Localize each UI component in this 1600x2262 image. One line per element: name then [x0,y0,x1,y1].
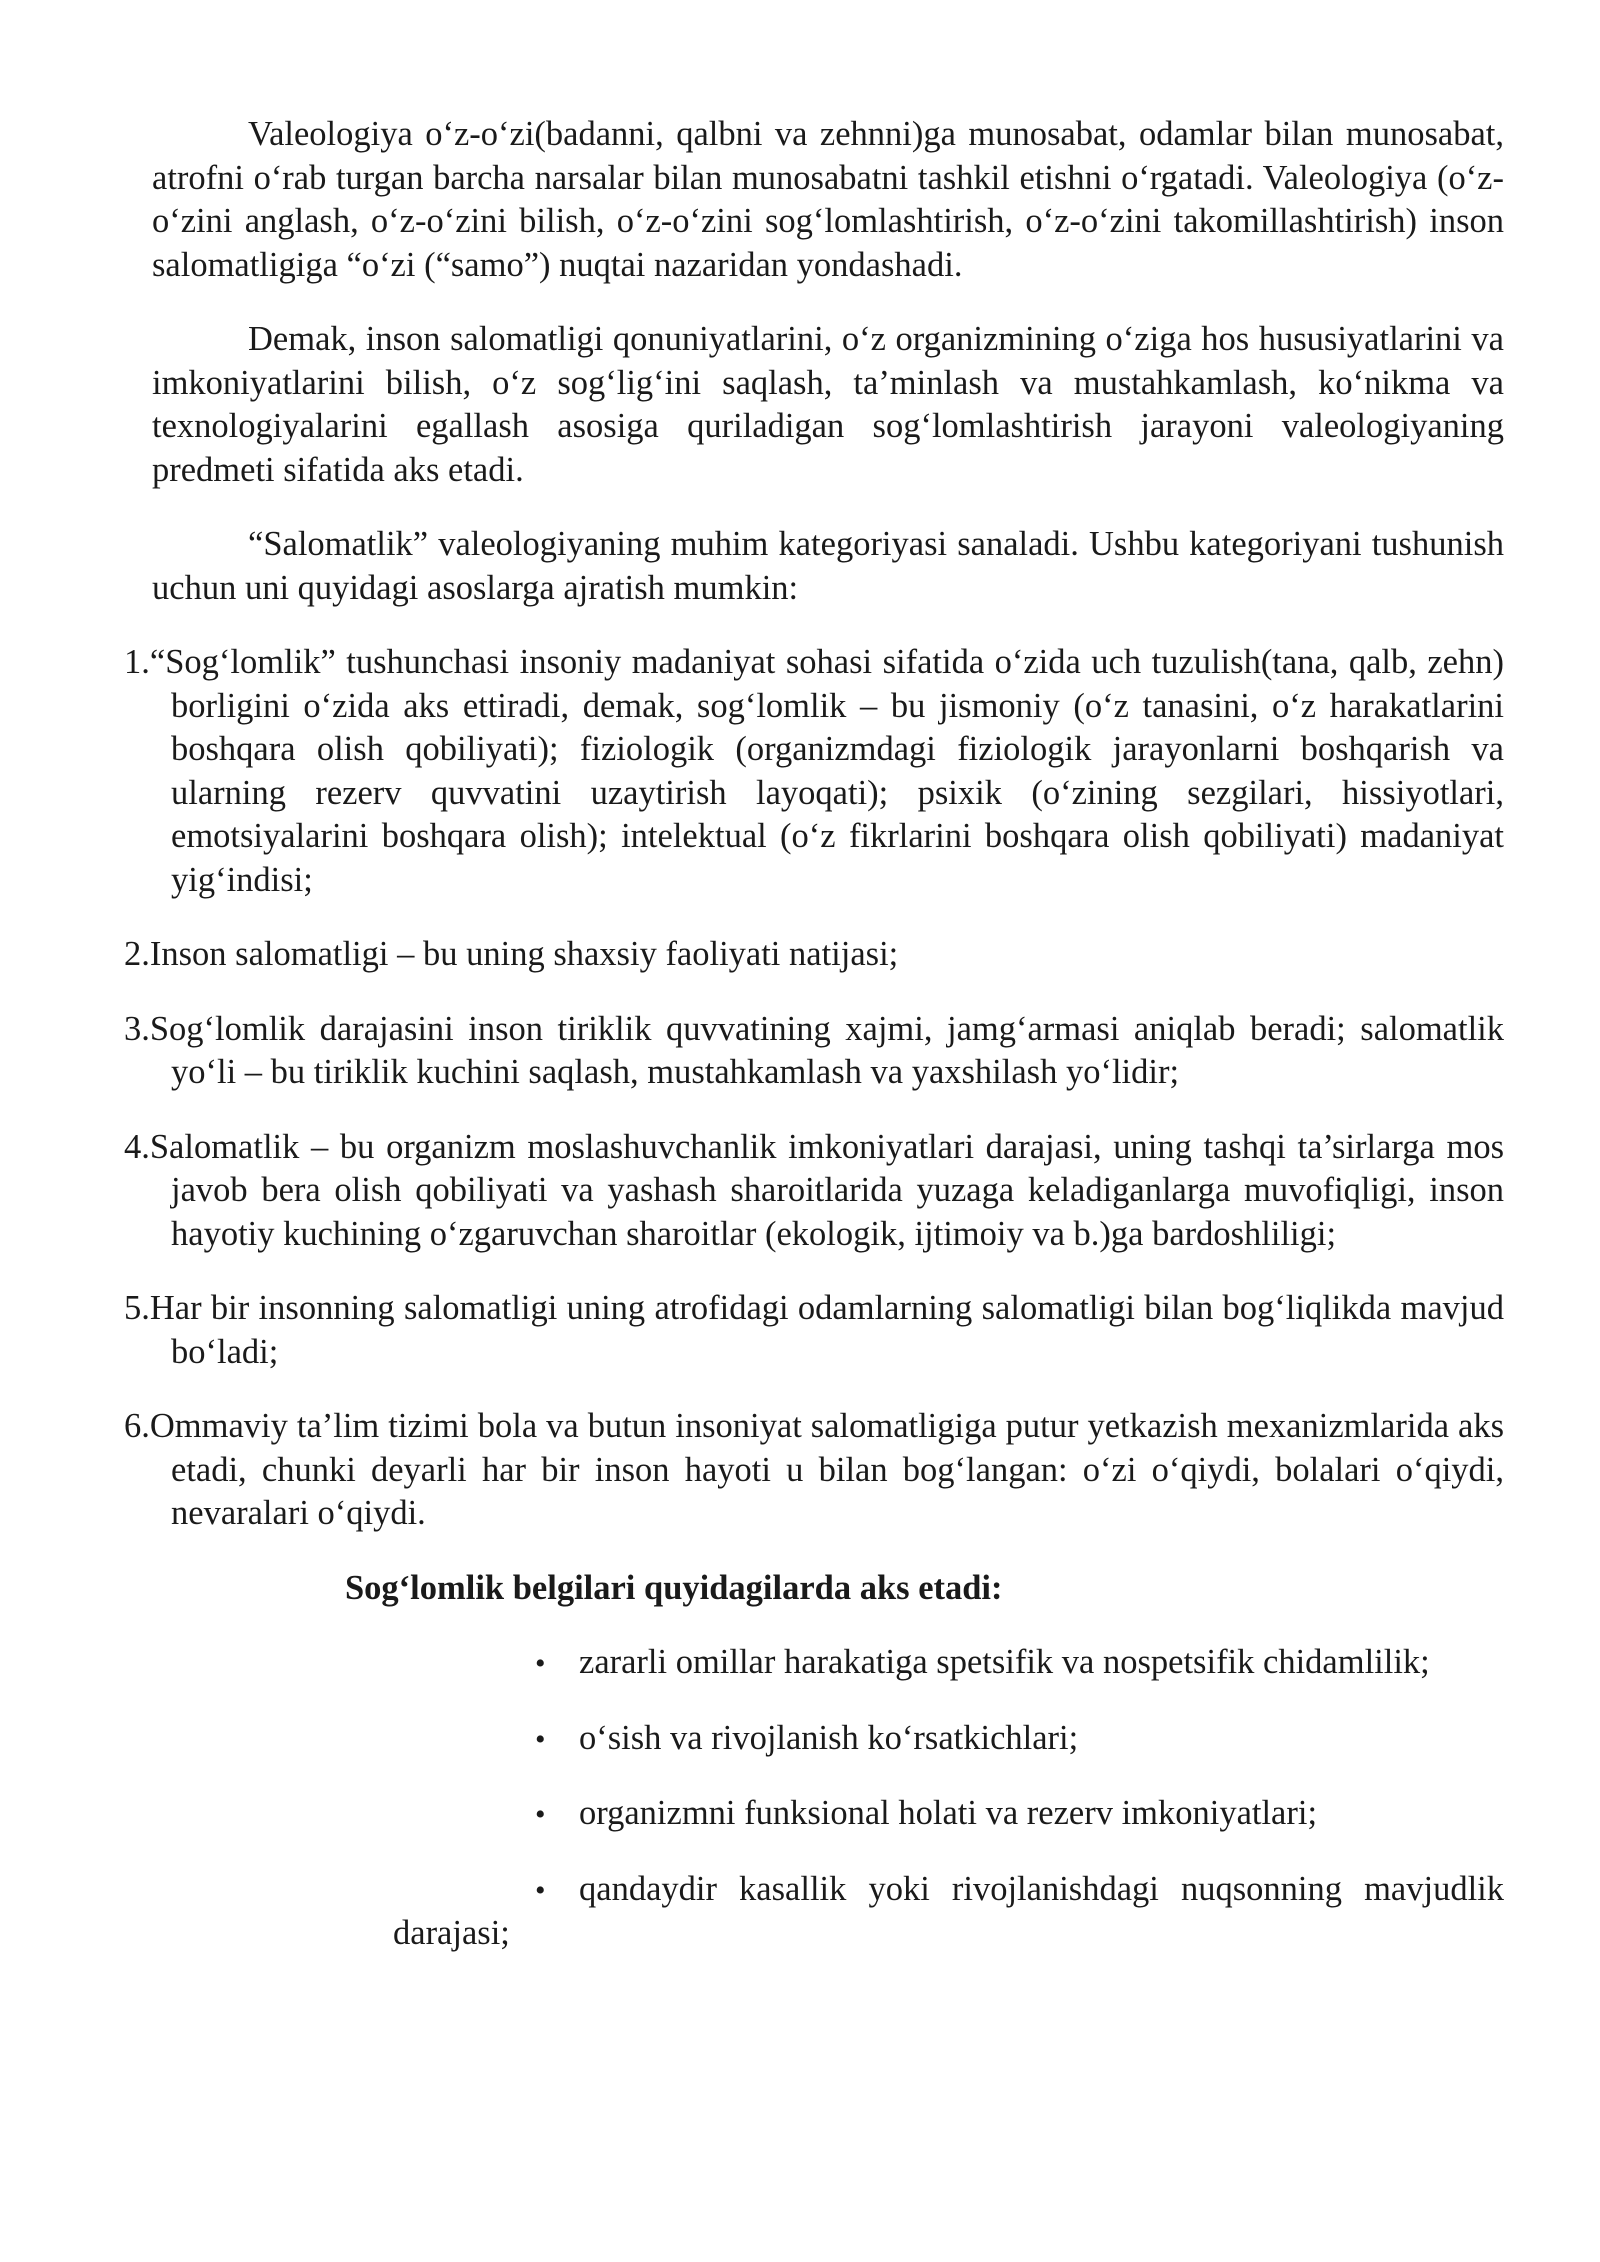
bullet-item [535,1792,1504,1837]
list-number: 3. [124,1009,150,1048]
bullet-item-wrapped [393,1868,1504,1956]
bullet-text: o‘sish va rivojlanish ko‘rsatkichlari; [579,1718,1079,1757]
list-number: 5. [124,1289,150,1327]
paragraph-valeologiya: Valeologiya o‘z-o‘zi(badanni, qalbni va zehnni)ga munosabat, odamlar bilan munosabat, atrofni o‘rab turgan barcha narsalar bilan munosabatni tashkil etishni o‘rgatadi. Valeologiya (o‘z-o‘zini anglash, o‘z-o‘zini bilish, o‘z-o‘zini sog‘lomlashtirish, o‘z-o‘zini takomillashtirish) inson salomatligiga “o‘zi (“samo”) nuqtai nazaridan yondashadi. [152,115,1504,284]
list-number: 2. [124,935,150,973]
list-item [124,1008,1504,1095]
list-item-text: Salomatlik – bu organizm moslashuvchanlik imkoniyatlari darajasi, uning tashqi ta’sirlarga mos javob bera olish qobiliyati va yashash sharoitlarida yuzaga keladiganlarga muvofiqligi, inson hayotiy kuchining o‘zgaruvchan sharoitlar (ekologik, ijtimoiy va b.)ga bardoshliligi; [149,1127,1504,1253]
bullet-item [535,1717,1504,1762]
list-item [124,1287,1504,1374]
bullet-item [535,1641,1504,1686]
list-item [124,641,1504,902]
list-item-text: Har bir insonning salomatligi uning atrofidagi odamlarning salomatligi bilan bog‘liqlikda mavjud bo‘ladi; [149,1289,1504,1371]
list-item-text: Sog‘lomlik darajasini inson tiriklik quvvatining xajmi, jamg‘armasi aniqlab beradi; salomatlik yo‘li – bu tiriklik kuchini saqlash, mustahkamlash va yaxshilash yo‘lidir; [149,1009,1504,1091]
bullet-icon: • [535,1873,546,1907]
list-number: 1. [124,643,150,681]
paragraph-demak: Demak, inson salomatligi qonuniyatlarini, o‘z organizmining o‘ziga hos hususiyatlarini va imkoniyatlarini bilish, o‘z sog‘lig‘ini saqlash, ta’minlash va mustahkamlash, ko‘nikma va texnologiyalarini egallash asosiga quriladigan sog‘lomlashtirish jarayoni valeologiyaning predmeti sifatida aks etadi. [152,320,1504,489]
bullet-icon: • [535,1798,546,1831]
bullet-list [535,1641,1504,1837]
list-item [124,1405,1504,1536]
list-item [124,933,1504,977]
bullet-icon: • [535,1722,546,1756]
bullet-icon: • [535,1647,546,1680]
bullet-text: zararli omillar harakatiga spetsifik va nospetsifik chidamlilik; [579,1643,1430,1681]
list-number: 4. [124,1127,150,1166]
bullet-text: organizmni funksional holati va rezerv imkoniyatlari; [579,1794,1318,1832]
bullet-text: qandaydir kasallik yoki rivojlanishdagi nuqsonning mavjudlik darajasi; [393,1869,1504,1952]
numbered-list [124,641,1504,1536]
list-item-text: Inson salomatligi – bu uning shaxsiy faoliyati natijasi; [149,935,899,973]
list-number: 6. [124,1407,150,1445]
section-heading: Sog‘lomlik belgilari quyidagilarda aks etadi: [345,1568,1003,1607]
paragraph-salomatlik: “Salomatlik” valeologiyaning muhim kategoriyasi sanaladi. Ushbu kategoriyani tushunish uchun uni quyidagi asoslarga ajratish mumkin: [152,525,1504,607]
list-item [124,1126,1504,1257]
list-item-text: “Sog‘lomlik” tushunchasi insoniy madaniyat sohasi sifatida o‘zida uch tuzulish(tana, qalb, zehn) borligini o‘zida aks ettiradi, demak, sog‘lomlik – bu jismoniy (o‘z tanasini, o‘z harakatlarini boshqara olish qobiliyati); fiziologik (organizmdagi fiziologik jarayonlarni boshqarish va ularning rezerv quvvatini uzaytirish layoqati); psixik (o‘zining sezgilari, hissiyotlari, emotsiyalarini boshqara olish); intelektual (o‘z fikrlarini boshqara olish qobiliyati) madaniyat yig‘indisi; [149,643,1504,899]
document-page [124,113,1504,1956]
list-item-text: Ommaviy ta’lim tizimi bola va butun insoniyat salomatligiga putur yetkazish mexanizmlarida aks etadi, chunki deyarli har bir inson hayoti u bilan bog‘langan: o‘zi o‘qiydi, bolalari o‘qiydi, nevaralari o‘qiydi. [149,1407,1504,1532]
